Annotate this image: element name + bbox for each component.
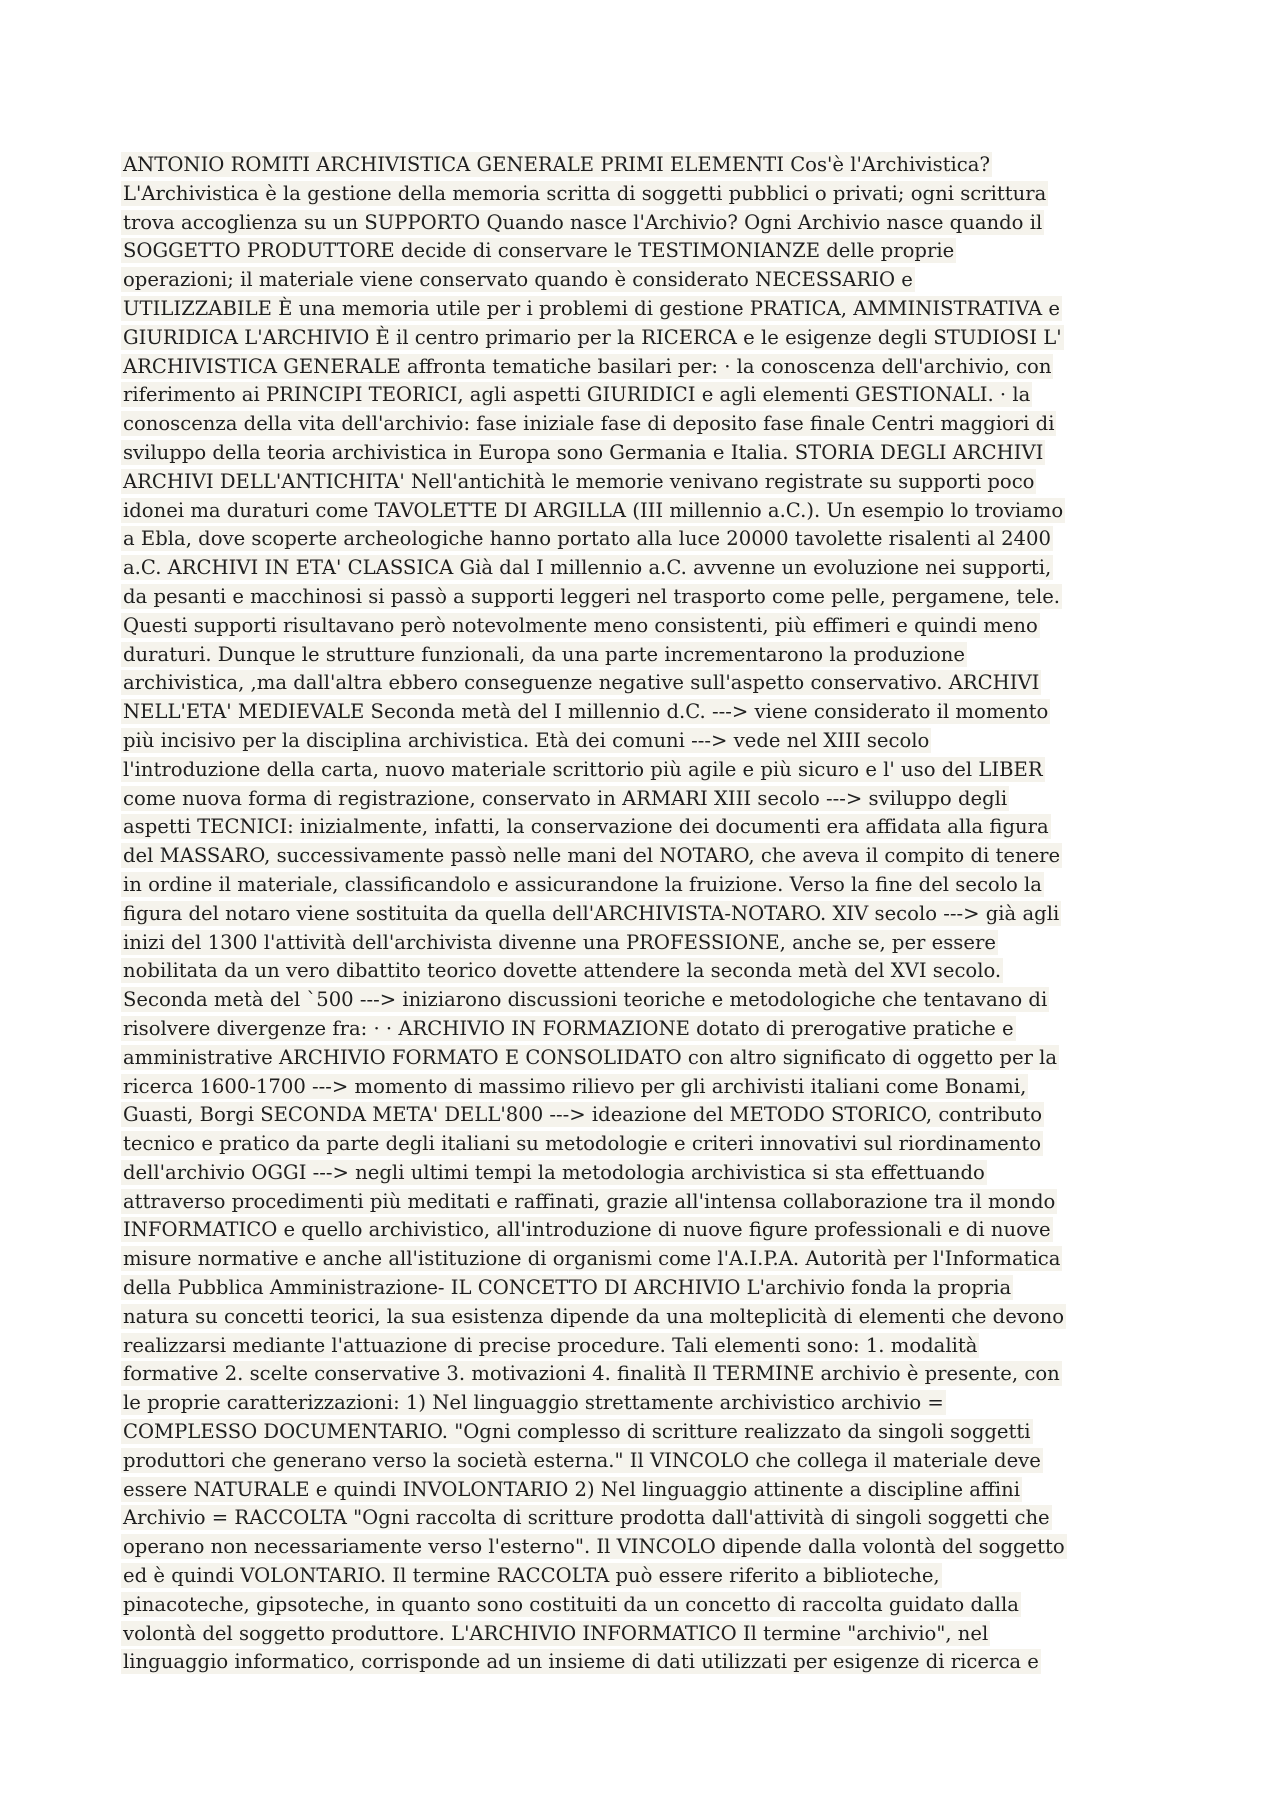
text-line	[121, 929, 1161, 958]
text-line	[121, 1245, 1161, 1274]
text-line	[121, 381, 1161, 410]
text-line-content: COMPLESSO DOCUMENTARIO. "Ogni complesso di scritture realizzato da singoli soggetti	[123, 1420, 1031, 1444]
text-line	[121, 525, 1161, 554]
text-line	[121, 1303, 1161, 1332]
text-line	[121, 583, 1161, 612]
text-line	[121, 180, 1161, 209]
text-line	[121, 1591, 1161, 1620]
text-line-content: pinacoteche, gipsoteche, in quanto sono costituiti da un concetto di raccolta guidato dalla	[123, 1592, 1019, 1616]
text-line	[121, 237, 1161, 266]
text-line	[121, 1418, 1161, 1447]
text-line-content: UTILIZZABILE È una memoria utile per i problemi di gestione PRATICA, AMMINISTRATIVA e	[123, 296, 1061, 320]
text-line-content: come nuova forma di registrazione, conservato in ARMARI XIII secolo ---> sviluppo degli	[123, 786, 1008, 810]
text-line	[121, 554, 1161, 583]
text-line-content: più incisivo per la disciplina archivistica. Età dei comuni ---> vede nel XIII secolo	[123, 728, 930, 752]
text-line-content: in ordine il materiale, classificandolo e assicurandone la fruizione. Verso la fine del secolo la	[123, 872, 1042, 896]
text-line	[121, 1504, 1161, 1533]
text-line-content: l'introduzione della carta, nuovo materiale scrittorio più agile e più sicuro e l' uso del LIBER	[123, 757, 1043, 781]
text-line-content: GIURIDICA L'ARCHIVIO È il centro primario per la RICERCA e le esigenze degli STUDIOSI L'	[123, 325, 1062, 349]
text-line	[121, 1360, 1161, 1389]
text-line-content: ed è quindi VOLONTARIO. Il termine RACCOLTA può essere riferito a biblioteche,	[123, 1564, 940, 1588]
text-line-content: del MASSARO, successivamente passò nelle mani del NOTARO, che aveva il compito di tenere	[123, 844, 1061, 868]
text-line-content: sviluppo della teoria archivistica in Europa sono Germania e Italia. STORIA DEGLI ARCHIVI	[123, 440, 1044, 464]
text-line-content: inizi del 1300 l'attività dell'archivista divenne una PROFESSIONE, anche se, per essere	[123, 930, 996, 954]
text-line-content: volontà del soggetto produttore. L'ARCHIVIO INFORMATICO Il termine "archivio", nel	[123, 1621, 989, 1645]
text-line	[121, 209, 1161, 238]
text-line-content: attraverso procedimenti più meditati e raffinati, grazie all'intensa collaborazione tra il mondo	[123, 1189, 1056, 1213]
text-line-content: idonei ma duraturi come TAVOLETTE DI ARGILLA (III millennio a.C.). Un esempio lo troviamo	[123, 498, 1064, 522]
text-line-content: conoscenza della vita dell'archivio: fase iniziale fase di deposito fase finale Centri maggiori di	[123, 412, 1055, 436]
text-line	[121, 1015, 1161, 1044]
text-line-content: risolvere divergenze fra: · · ARCHIVIO IN FORMAZIONE dotato di prerogative pratiche e	[123, 1016, 1014, 1040]
text-line	[121, 1044, 1161, 1073]
text-line	[121, 497, 1161, 526]
text-line-content: della Pubblica Amministrazione- IL CONCETTO DI ARCHIVIO L'archivio fonda la propria	[123, 1276, 1012, 1300]
text-line-content: ricerca 1600-1700 ---> momento di massimo rilievo per gli archivisti italiani come Bonami,	[123, 1074, 1027, 1098]
text-line	[121, 410, 1161, 439]
text-line	[121, 324, 1161, 353]
text-line	[121, 842, 1161, 871]
text-line-content: a Ebla, dove scoperte archeologiche hanno portato alla luce 20000 tavolette risalenti al 2400	[123, 527, 1051, 551]
text-line	[121, 612, 1161, 641]
text-line	[121, 295, 1161, 324]
text-line-content: Questi supporti risultavano però notevolmente meno consistenti, più effimeri e quindi meno	[123, 613, 1038, 637]
text-line	[121, 957, 1161, 986]
text-line-content: aspetti TECNICI: inizialmente, infatti, la conservazione dei documenti era affidata alla figura	[123, 815, 1049, 839]
text-line	[121, 1216, 1161, 1245]
text-line	[121, 669, 1161, 698]
text-line-content: operano non necessariamente verso l'esterno". Il VINCOLO dipende dalla volontà del soggetto	[123, 1535, 1065, 1559]
text-line-content: figura del notaro viene sostituita da quella dell'ARCHIVISTA-NOTARO. XIV secolo ---> già agli	[123, 901, 1060, 925]
text-line	[121, 1101, 1161, 1130]
text-line	[121, 1648, 1161, 1677]
text-line-content: duraturi. Dunque le strutture funzionali, da una parte incrementarono la produzione	[123, 642, 965, 666]
text-line	[121, 871, 1161, 900]
text-line-content: NELL'ETA' MEDIEVALE Seconda metà del I millennio d.C. ---> viene considerato il momento	[123, 700, 1049, 724]
text-line-content: tecnico e pratico da parte degli italiani su metodologie e criteri innovativi sul riordinamento	[123, 1132, 1042, 1156]
text-line-content: realizzarsi mediante l'attuazione di precise procedure. Tali elementi sono: 1. modalità	[123, 1333, 978, 1357]
text-line-content: Guasti, Borgi SECONDA META' DELL'800 ---> ideazione del METODO STORICO, contributo	[123, 1103, 1043, 1127]
text-line-content: linguaggio informatico, corrisponde ad un insieme di dati utilizzati per esigenze di ricerca e	[123, 1650, 1039, 1674]
text-line	[121, 785, 1161, 814]
text-line	[121, 1188, 1161, 1217]
text-line-content: amministrative ARCHIVIO FORMATO E CONSOLIDATO con altro significato di oggetto per la	[123, 1045, 1058, 1069]
text-line-content: le proprie caratterizzazioni: 1) Nel linguaggio strettamente archivistico archivio =	[123, 1391, 944, 1415]
text-line-content: SOGGETTO PRODUTTORE decide di conservare le TESTIMONIANZE delle proprie	[123, 239, 955, 263]
text-line-content: natura su concetti teorici, la sua esistenza dipende da una molteplicità di elementi che devono	[123, 1304, 1065, 1328]
text-line	[121, 151, 1161, 180]
text-line-content: produttori che generano verso la società esterna." Il VINCOLO che collega il materiale deve	[123, 1448, 1041, 1472]
text-line-content: Archivio = RACCOLTA "Ogni raccolta di scritture prodotta dall'attività di singoli soggetti che	[123, 1506, 1050, 1530]
text-line-content: a.C. ARCHIVI IN ETA' CLASSICA Già dal I millennio a.C. avvenne un evoluzione nei supporti,	[123, 556, 1052, 580]
text-line-content: riferimento ai PRINCIPI TEORICI, agli aspetti GIURIDICI e agli elementi GESTIONALI. · la	[123, 383, 1031, 407]
text-line	[121, 986, 1161, 1015]
text-line	[121, 1562, 1161, 1591]
text-line-content: operazioni; il materiale viene conservato quando è considerato NECESSARIO e	[123, 268, 913, 292]
text-line	[121, 698, 1161, 727]
text-line-content: dell'archivio OGGI ---> negli ultimi tempi la metodologia archivistica si sta effettuando	[123, 1160, 985, 1184]
text-line-content: misure normative e anche all'istituzione di organismi come l'A.I.P.A. Autorità per l'Informatica	[123, 1247, 1061, 1271]
text-line-content: L'Archivistica è la gestione della memoria scritta di soggetti pubblici o privati; ogni scrittura	[123, 181, 1047, 205]
text-line	[121, 1274, 1161, 1303]
text-line-content: formative 2. scelte conservative 3. motivazioni 4. finalità Il TERMINE archivio è presente, con	[123, 1362, 1060, 1386]
text-line-content: ANTONIO ROMITI ARCHIVISTICA GENERALE PRIMI ELEMENTI Cos'è l'Archivistica?	[123, 153, 990, 176]
text-line-content: nobilitata da un vero dibattito teorico dovette attendere la seconda metà del XVI secolo.	[123, 959, 1002, 983]
text-line	[121, 727, 1161, 756]
text-line	[121, 813, 1161, 842]
text-line	[121, 1130, 1161, 1159]
text-line	[121, 641, 1161, 670]
text-line-content: ARCHIVISTICA GENERALE affronta tematiche basilari per: · la conoscenza dell'archivio, con	[123, 354, 1052, 378]
text-line	[121, 1533, 1161, 1562]
text-line-content: essere NATURALE e quindi INVOLONTARIO 2) Nel linguaggio attinente a discipline affini	[123, 1477, 1021, 1501]
document-body	[121, 151, 1161, 1677]
text-line-content: Seconda metà del `500 ---> iniziarono discussioni teoriche e metodologiche che tentavano di	[123, 988, 1048, 1012]
text-line-content: INFORMATICO e quello archivistico, all'introduzione di nuove figure professionali e di nuove	[123, 1218, 1051, 1242]
text-line	[121, 439, 1161, 468]
text-line	[121, 1159, 1161, 1188]
text-line	[121, 900, 1161, 929]
text-line-content: da pesanti e macchinosi si passò a supporti leggeri nel trasporto come pelle, pergamene, tele.	[123, 584, 1061, 608]
text-line	[121, 1620, 1161, 1649]
text-line-content: trova accoglienza su un SUPPORTO Quando nasce l'Archivio? Ogni Archivio nasce quando il	[123, 210, 1043, 234]
text-line-content: archivistica, ,ma dall'altra ebbero conseguenze negative sull'aspetto conservativo. ARCHIVI	[123, 671, 1040, 695]
text-line	[121, 468, 1161, 497]
text-line	[121, 1073, 1161, 1102]
text-line	[121, 1447, 1161, 1476]
text-line	[121, 756, 1161, 785]
text-line-content: ARCHIVI DELL'ANTICHITA' Nell'antichità le memorie venivano registrate su supporti poco	[123, 469, 1035, 493]
text-line	[121, 1389, 1161, 1418]
text-line	[121, 1476, 1161, 1505]
text-line	[121, 266, 1161, 295]
text-line	[121, 353, 1161, 382]
text-line	[121, 1332, 1161, 1361]
